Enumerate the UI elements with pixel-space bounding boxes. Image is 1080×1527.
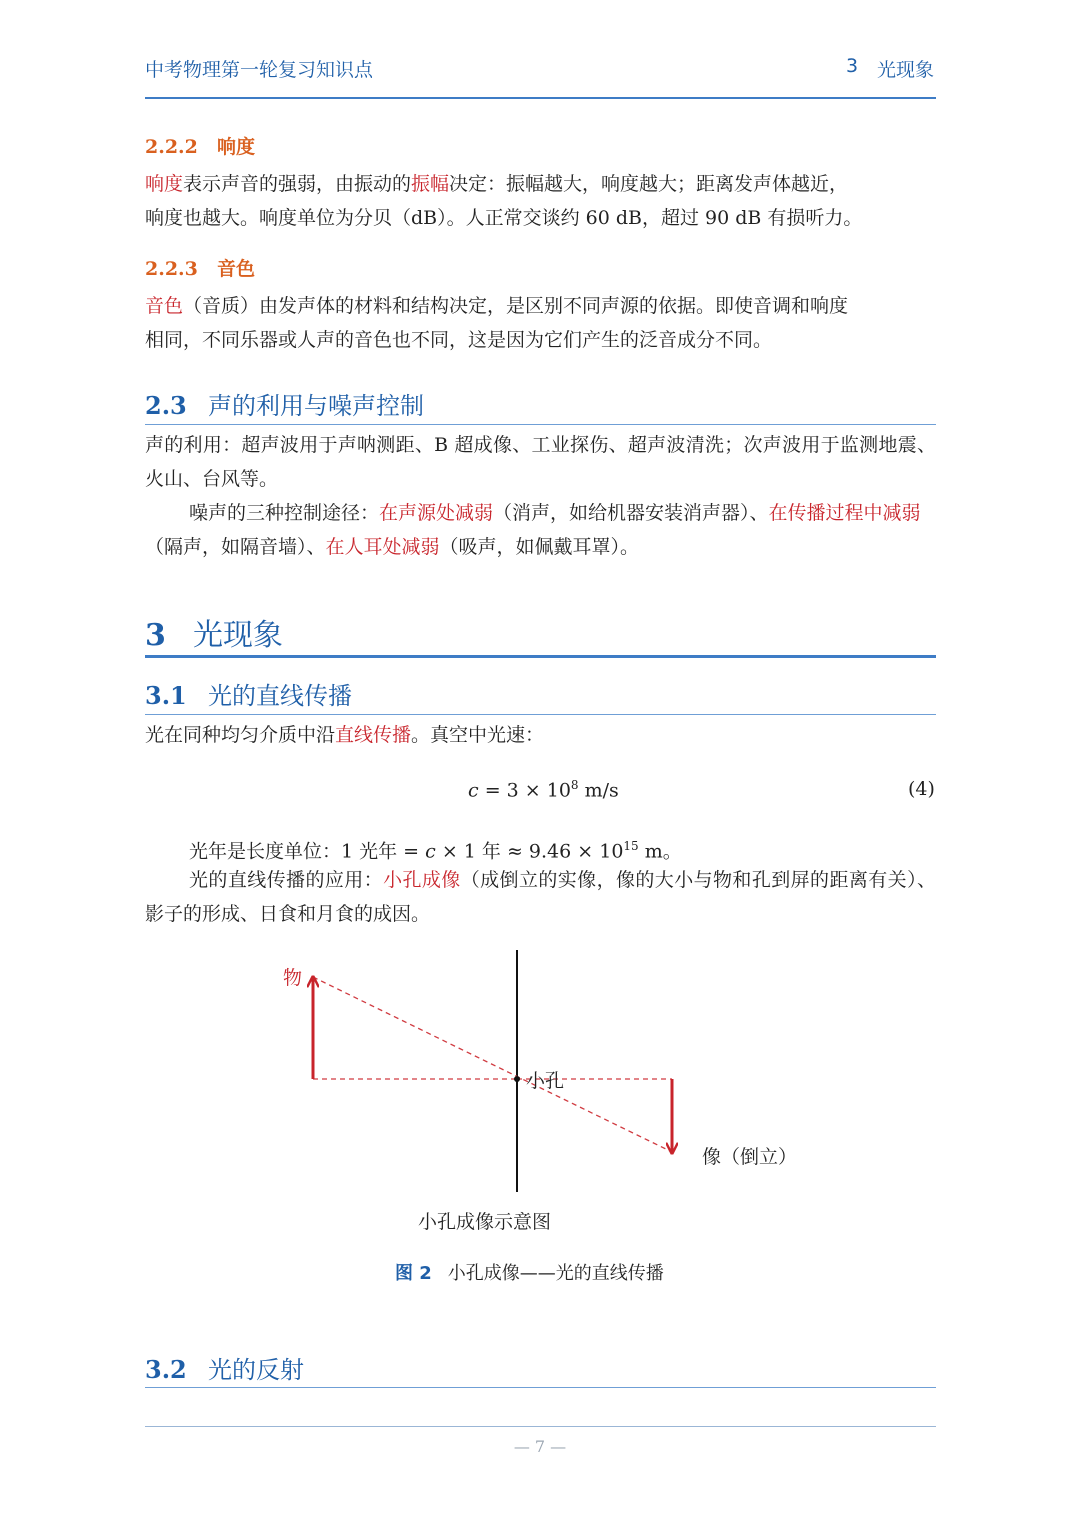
light-ray [313,977,672,1152]
figure-subtitle: 小孔成像示意图 [418,1211,552,1233]
footer-rule [145,1426,936,1427]
term-in-transmission: 在传播过程中减弱 [768,502,921,524]
equation-number: (4) [908,778,935,800]
paragraph-straight-line: 光在同种均匀介质中沿直线传播。真空中光速： [145,724,545,746]
subsubsection-heading-2-2-2: 2.2.2 响度 [145,136,256,158]
object-label: 物 [283,967,303,989]
equation-speed-of-light: $c = 3 \times 10^8$ m/s [468,778,619,802]
pinhole-dot [514,1076,520,1082]
subsection-heading-2-3: 2.3 声的利用与噪声控制 [145,391,424,420]
figure-caption [395,1259,664,1285]
paragraph-timbre: 音色（音质）由发声体的材料和结构决定，是区别不同声源的依据。即使音调和响度 相同，不同乐器或人声的音色也不同，这是因为它们产生的泛音成分不同。 [145,295,849,351]
paragraph-noise-control: 噪声的三种控制途径：在声源处减弱（消声，如给机器安装消声器）、在传播过程中减弱（隔声，如隔音墙）、在人耳处减弱（吸声，如佩戴耳罩）。 [145,502,921,558]
subsection-rule-3-2 [145,1387,936,1388]
paragraph-light-year: 光年是长度单位：1 光年 = c × 1 年 ≈ $9.46 \times 10^{15}$ m。 [189,839,682,863]
caption-label: 图 2 [395,1263,432,1284]
term-amplitude: 振幅 [411,173,450,195]
term-straight-line-propagation: 直线传播 [335,724,412,746]
running-header-title: 中考物理第一轮复习知识点 [145,59,374,81]
paragraph-applications: 光的直线传播的应用：小孔成像（成倒立的实像，像的大小与物和孔到屏的距离有关）、影子的形成、日食和月食的成因。 [145,869,936,925]
caption-text: 小孔成像——光的直线传播 [447,1263,664,1284]
term-loudness: 响度 [145,173,184,195]
running-header-section-number: 3 [846,55,859,77]
term-pinhole-imaging: 小孔成像 [383,869,461,891]
term-at-ear: 在人耳处减弱 [325,536,440,558]
paragraph-loudness: 响度表示声音的强弱，由振动的振幅决定：振幅越大，响度越大；距离发声体越近， 响度也越大。响度单位为分贝（dB）。人正常交谈约 60 dB，超过 90 dB 有损听力。 [145,173,863,229]
running-header-section-title: 光现象 [877,59,935,81]
page-number: — 7 — [513,1437,567,1456]
image-label: 像（倒立） [702,1146,798,1168]
subsubsection-heading-2-2-3: 2.2.3 音色 [145,258,256,280]
paragraph-sound-uses: 声的利用：超声波用于声呐测距、B 超成像、工业探伤、超声波清洗；次声波用于监测地震、火山、台风等。 [145,434,936,490]
subsection-heading-3-2: 3.2 光的反射 [145,1355,304,1384]
section-heading-3: 3 光现象 [145,618,283,653]
term-timbre: 音色 [145,295,184,317]
subsection-heading-3-1: 3.1 光的直线传播 [145,681,352,710]
pinhole-label: 小孔 [526,1070,565,1092]
term-at-source: 在声源处减弱 [379,502,494,524]
